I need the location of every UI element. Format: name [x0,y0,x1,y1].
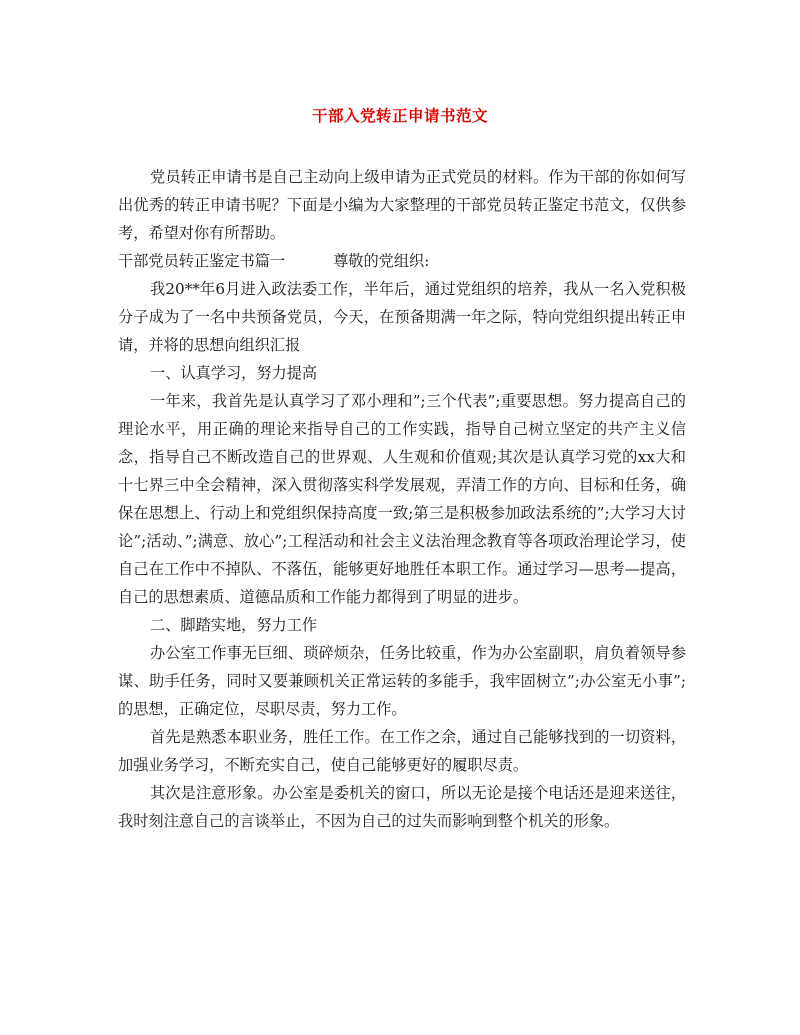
document-body [118,163,686,835]
intro-paragraph: 党员转正申请书是自己主动向上级申请为正式党员的材料。作为干部的你如何写出优秀的转正申请书呢？下面是小编为大家整理的干部党员转正鉴定书范文，仅供参考，希望对你有所帮助。 [118,168,686,242]
section-label: 干部党员转正鉴定书篇一 [118,252,286,270]
paragraph-3: 办公室工作事无巨细、琐碎烦杂，任务比较重，作为办公室副职，肩负着领导参谋、助手任务，同时又要兼顾机关正常运转的多能手，我牢固树立”;办公室无小事”;的思想，正确定位，尽职尽责，努力工作。 [118,644,686,718]
paragraph-5: 其次是注意形象。办公室是委机关的窗口，所以无论是接个电话还是迎来送往，我时刻注意自己的言谈举止，不因为自己的过失而影响到整个机关的形象。 [118,784,686,830]
paragraph-4: 首先是熟悉本职业务，胜任工作。在工作之余，通过自己能够找到的一切资料，加强业务学习，不断充实自己，使自己能够更好的履职尽责。 [118,728,686,774]
subheading-1: 一、认真学习，努力提高 [150,364,318,382]
section-heading-row [118,247,686,275]
paragraph-1: 我20**年6月进入政法委工作，半年后，通过党组织的培养，我从一名入党积极分子成为了一名中共预备党员，今天，在预备期满一年之际，特向党组织提出转正申请，并将的思想向组织汇报 [118,280,686,354]
salutation: 尊敬的党组织: [333,252,430,270]
subheading-2: 二、脚踏实地，努力工作 [150,616,318,634]
document-title: 干部入党转正申请书范文 [311,106,488,125]
paragraph-2: 一年来，我首先是认真学习了邓小理和”;三个代表”;重要思想。努力提高自己的理论水平，用正确的理论来指导自己的工作实践，指导自己树立坚定的共产主义信念，指导自己不断改造自己的世界观、人生观和价值观;其次是认真学习党的xx大和十七界三中全会精神，深入贯彻落实科学发展观，弄清工作的方向、目标和任务，确保在思想上、行动上和党组织保持高度一致;第三是积极参加政法系统的”;大学习大讨论”;活动、”;满意、放心”;工程活动和社会主义法治理念教育等各项政治理论学习，使自己在工作中不掉队、不落伍，能够更好地胜任本职工作。通过学习—思考—提高，自己的思想素质、道德品质和工作能力都得到了明显的进步。 [118,392,686,606]
